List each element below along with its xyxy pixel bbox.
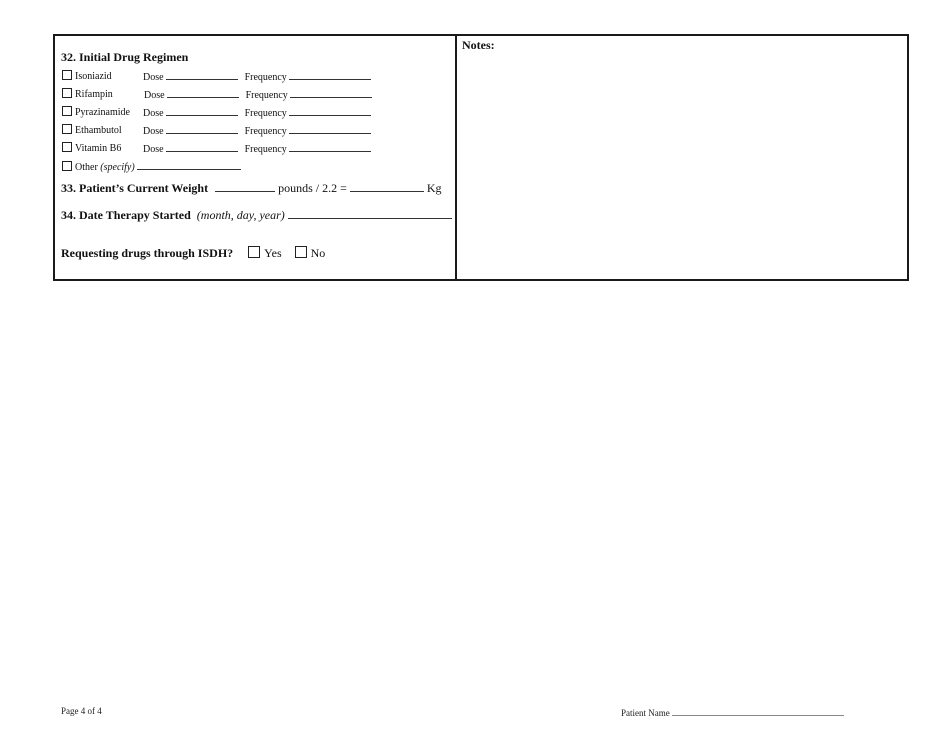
dose-label: Dose bbox=[143, 144, 164, 155]
patient-name-footer bbox=[621, 706, 844, 718]
dose-field-row bbox=[143, 142, 371, 155]
isoniazid-frequency-input[interactable] bbox=[289, 70, 371, 80]
drug-row-other bbox=[62, 160, 241, 173]
frequency-label: Frequency bbox=[244, 144, 287, 155]
notes-title: Notes: bbox=[462, 38, 495, 52]
other-checkbox[interactable] bbox=[62, 161, 72, 171]
notes-area[interactable] bbox=[459, 54, 903, 274]
drug-name: Pyrazinamide bbox=[75, 107, 130, 118]
patient-name-label: Patient Name bbox=[621, 708, 670, 718]
drug-name: Ethambutol bbox=[75, 125, 122, 136]
pyrazinamide-checkbox[interactable] bbox=[62, 106, 72, 116]
isoniazid-checkbox[interactable] bbox=[62, 70, 72, 80]
rifampin-dose-input[interactable] bbox=[167, 88, 239, 98]
pyrazinamide-dose-input[interactable] bbox=[166, 106, 238, 116]
patient-name-input[interactable] bbox=[672, 706, 844, 716]
ethambutol-frequency-input[interactable] bbox=[289, 124, 371, 134]
frequency-label: Frequency bbox=[244, 108, 287, 119]
frequency-label: Frequency bbox=[244, 126, 287, 137]
section-33-title: 33. Patient’s Current Weight bbox=[61, 181, 209, 195]
ethambutol-dose-input[interactable] bbox=[166, 124, 238, 134]
request-question: Requesting drugs through ISDH? bbox=[61, 246, 234, 260]
weight-kg-input[interactable] bbox=[350, 181, 424, 192]
section-33-row bbox=[61, 181, 442, 196]
other-hint: (specify) bbox=[100, 162, 135, 173]
rifampin-checkbox[interactable] bbox=[62, 88, 72, 98]
page-number: Page 4 of 4 bbox=[61, 706, 102, 716]
yes-label: Yes bbox=[264, 246, 282, 260]
dose-field-row bbox=[143, 106, 371, 119]
drug-name: Rifampin bbox=[75, 89, 113, 100]
other-label: Other bbox=[75, 162, 98, 173]
column-divider bbox=[455, 36, 457, 279]
drug-row-pyrazinamide bbox=[62, 106, 130, 118]
frequency-label: Frequency bbox=[244, 72, 287, 83]
form-box bbox=[53, 34, 909, 281]
yes-checkbox[interactable] bbox=[248, 246, 260, 258]
dose-label: Dose bbox=[143, 108, 164, 119]
dose-field-row bbox=[143, 124, 371, 137]
section-34-title: 34. Date Therapy Started bbox=[61, 208, 191, 222]
frequency-label: Frequency bbox=[245, 90, 288, 101]
request-isdh-row bbox=[61, 246, 325, 261]
pounds-label: pounds / 2.2 = bbox=[278, 181, 347, 195]
no-checkbox[interactable] bbox=[295, 246, 307, 258]
pyrazinamide-frequency-input[interactable] bbox=[289, 106, 371, 116]
section-32-title: 32. Initial Drug Regimen bbox=[61, 50, 189, 64]
dose-field-row bbox=[143, 70, 371, 83]
dose-field-row bbox=[144, 88, 372, 101]
no-label: No bbox=[310, 246, 326, 260]
section-34-hint: (month, day, year) bbox=[196, 208, 285, 222]
drug-name: Isoniazid bbox=[75, 71, 112, 82]
drug-row-ethambutol bbox=[62, 124, 122, 136]
other-specify-input[interactable] bbox=[137, 160, 241, 170]
weight-pounds-input[interactable] bbox=[215, 181, 275, 192]
dose-label: Dose bbox=[143, 72, 164, 83]
drug-name: Vitamin B6 bbox=[75, 143, 122, 154]
date-therapy-started-input[interactable] bbox=[288, 208, 452, 219]
dose-label: Dose bbox=[144, 90, 165, 101]
isoniazid-dose-input[interactable] bbox=[166, 70, 238, 80]
drug-row-isoniazid bbox=[62, 70, 112, 82]
drug-row-vitamin-b6 bbox=[62, 142, 121, 154]
vitamin-b6-dose-input[interactable] bbox=[166, 142, 238, 152]
drug-row-rifampin bbox=[62, 88, 113, 100]
dose-label: Dose bbox=[143, 126, 164, 137]
vitamin-b6-checkbox[interactable] bbox=[62, 142, 72, 152]
kg-label: Kg bbox=[426, 181, 442, 195]
ethambutol-checkbox[interactable] bbox=[62, 124, 72, 134]
rifampin-frequency-input[interactable] bbox=[290, 88, 372, 98]
vitamin-b6-frequency-input[interactable] bbox=[289, 142, 371, 152]
section-34-row bbox=[61, 208, 452, 223]
